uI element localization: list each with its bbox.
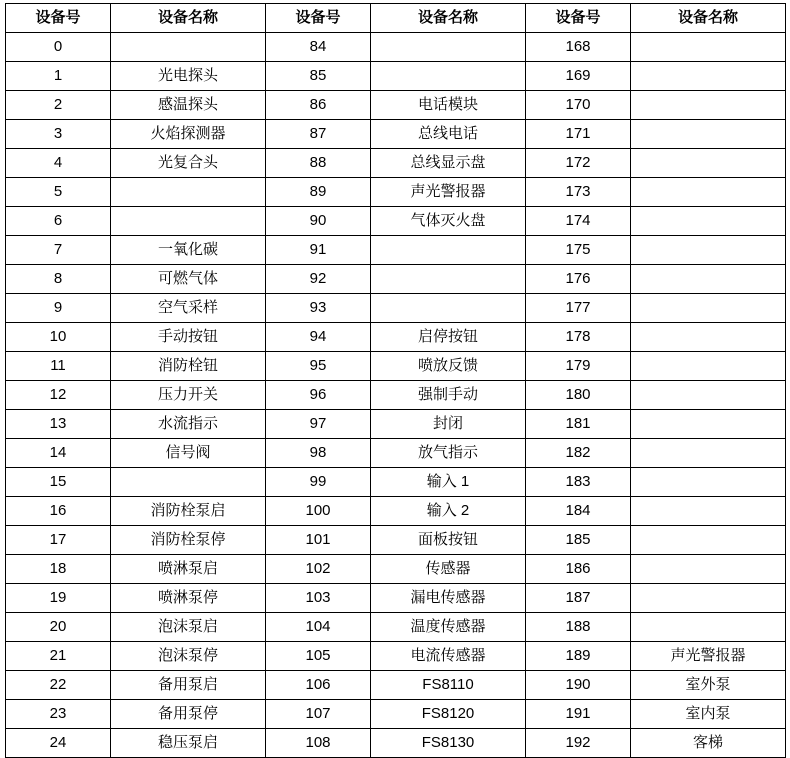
device-name-cell: 消防栓钮 <box>111 352 266 381</box>
device-id-cell: 170 <box>526 91 631 120</box>
device-id-cell: 108 <box>266 729 371 758</box>
device-name-cell <box>631 613 786 642</box>
device-id-cell: 172 <box>526 149 631 178</box>
device-id-cell: 173 <box>526 178 631 207</box>
table-header <box>6 4 786 33</box>
device-id-cell: 101 <box>266 526 371 555</box>
device-id-cell: 21 <box>6 642 111 671</box>
device-name-cell: 电流传感器 <box>371 642 526 671</box>
device-id-cell: 92 <box>266 265 371 294</box>
device-name-cell <box>631 91 786 120</box>
table-header-row <box>6 4 786 33</box>
device-name-cell: 一氧化碳 <box>111 236 266 265</box>
device-id-cell: 96 <box>266 381 371 410</box>
device-id-cell: 186 <box>526 555 631 584</box>
device-name-cell: 泡沫泵停 <box>111 642 266 671</box>
device-id-cell: 188 <box>526 613 631 642</box>
device-id-cell: 103 <box>266 584 371 613</box>
device-id-cell: 171 <box>526 120 631 149</box>
device-id-cell: 20 <box>6 613 111 642</box>
device-id-cell: 94 <box>266 323 371 352</box>
column-header-device-name-3: 设备名称 <box>631 4 786 33</box>
device-id-cell: 19 <box>6 584 111 613</box>
device-id-cell: 14 <box>6 439 111 468</box>
device-id-cell: 95 <box>266 352 371 381</box>
table-row <box>6 381 786 410</box>
device-id-cell: 182 <box>526 439 631 468</box>
device-name-cell <box>371 33 526 62</box>
device-id-cell: 87 <box>266 120 371 149</box>
device-id-cell: 0 <box>6 33 111 62</box>
device-name-cell: FS8130 <box>371 729 526 758</box>
device-name-cell: 电话模块 <box>371 91 526 120</box>
table-row <box>6 178 786 207</box>
device-name-cell <box>111 33 266 62</box>
device-name-cell: 光复合头 <box>111 149 266 178</box>
device-id-cell: 187 <box>526 584 631 613</box>
device-name-cell: 封闭 <box>371 410 526 439</box>
device-name-cell <box>111 468 266 497</box>
device-name-cell <box>631 555 786 584</box>
device-id-cell: 106 <box>266 671 371 700</box>
table-row <box>6 207 786 236</box>
device-name-cell: 信号阀 <box>111 439 266 468</box>
device-name-cell <box>631 381 786 410</box>
device-id-cell: 2 <box>6 91 111 120</box>
device-name-cell: 放气指示 <box>371 439 526 468</box>
device-name-cell: 强制手动 <box>371 381 526 410</box>
device-name-cell <box>631 149 786 178</box>
table-row <box>6 410 786 439</box>
device-name-cell: 气体灭火盘 <box>371 207 526 236</box>
device-id-cell: 179 <box>526 352 631 381</box>
device-id-cell: 97 <box>266 410 371 439</box>
table-row <box>6 497 786 526</box>
device-name-cell <box>631 526 786 555</box>
device-name-cell <box>631 294 786 323</box>
device-name-cell: 声光警报器 <box>631 642 786 671</box>
device-code-table <box>5 3 786 758</box>
device-id-cell: 192 <box>526 729 631 758</box>
device-name-cell: 输入 2 <box>371 497 526 526</box>
column-header-device-name-1: 设备名称 <box>111 4 266 33</box>
column-header-device-id-1: 设备号 <box>6 4 111 33</box>
device-name-cell: 火焰探测器 <box>111 120 266 149</box>
device-name-cell: 消防栓泵启 <box>111 497 266 526</box>
device-id-cell: 89 <box>266 178 371 207</box>
column-header-device-id-2: 设备号 <box>266 4 371 33</box>
table-row <box>6 671 786 700</box>
device-id-cell: 90 <box>266 207 371 236</box>
device-name-cell <box>631 178 786 207</box>
device-name-cell <box>631 207 786 236</box>
device-id-cell: 107 <box>266 700 371 729</box>
device-id-cell: 180 <box>526 381 631 410</box>
table-row <box>6 236 786 265</box>
device-name-cell: 稳压泵启 <box>111 729 266 758</box>
device-name-cell: 温度传感器 <box>371 613 526 642</box>
device-id-cell: 7 <box>6 236 111 265</box>
device-name-cell: 室内泵 <box>631 700 786 729</box>
device-id-cell: 13 <box>6 410 111 439</box>
device-id-cell: 183 <box>526 468 631 497</box>
device-name-cell: 传感器 <box>371 555 526 584</box>
table-row <box>6 584 786 613</box>
device-id-cell: 98 <box>266 439 371 468</box>
device-name-cell: 手动按钮 <box>111 323 266 352</box>
device-name-cell <box>371 265 526 294</box>
device-name-cell: 面板按钮 <box>371 526 526 555</box>
device-name-cell: 空气采样 <box>111 294 266 323</box>
device-name-cell <box>631 265 786 294</box>
device-id-cell: 84 <box>266 33 371 62</box>
table-row <box>6 294 786 323</box>
table-row <box>6 700 786 729</box>
device-id-cell: 16 <box>6 497 111 526</box>
device-name-cell: FS8110 <box>371 671 526 700</box>
device-name-cell <box>631 439 786 468</box>
device-name-cell: 光电探头 <box>111 62 266 91</box>
table-row <box>6 323 786 352</box>
device-name-cell <box>631 33 786 62</box>
device-id-cell: 185 <box>526 526 631 555</box>
device-id-cell: 91 <box>266 236 371 265</box>
device-id-cell: 184 <box>526 497 631 526</box>
device-name-cell: 输入 1 <box>371 468 526 497</box>
device-id-cell: 24 <box>6 729 111 758</box>
device-name-cell <box>111 207 266 236</box>
table-row <box>6 33 786 62</box>
device-id-cell: 176 <box>526 265 631 294</box>
device-name-cell <box>631 410 786 439</box>
device-id-cell: 15 <box>6 468 111 497</box>
device-name-cell: 总线显示盘 <box>371 149 526 178</box>
device-name-cell <box>371 236 526 265</box>
table-row <box>6 91 786 120</box>
device-name-cell: 声光警报器 <box>371 178 526 207</box>
device-id-cell: 99 <box>266 468 371 497</box>
device-id-cell: 177 <box>526 294 631 323</box>
device-id-cell: 6 <box>6 207 111 236</box>
device-id-cell: 105 <box>266 642 371 671</box>
table-body <box>6 33 786 758</box>
device-id-cell: 86 <box>266 91 371 120</box>
table-row <box>6 265 786 294</box>
device-id-cell: 17 <box>6 526 111 555</box>
device-name-cell: 可燃气体 <box>111 265 266 294</box>
table-row <box>6 439 786 468</box>
device-name-cell <box>631 62 786 91</box>
table-row <box>6 526 786 555</box>
device-name-cell: 泡沫泵启 <box>111 613 266 642</box>
device-name-cell <box>631 323 786 352</box>
device-name-cell <box>631 236 786 265</box>
device-name-cell: 总线电话 <box>371 120 526 149</box>
device-name-cell: 喷淋泵停 <box>111 584 266 613</box>
device-id-cell: 174 <box>526 207 631 236</box>
device-id-cell: 100 <box>266 497 371 526</box>
device-id-cell: 191 <box>526 700 631 729</box>
table-row <box>6 642 786 671</box>
device-id-cell: 178 <box>526 323 631 352</box>
table-row <box>6 120 786 149</box>
device-id-cell: 12 <box>6 381 111 410</box>
device-name-cell: 室外泵 <box>631 671 786 700</box>
device-id-cell: 85 <box>266 62 371 91</box>
table-row <box>6 613 786 642</box>
device-id-cell: 22 <box>6 671 111 700</box>
table-row <box>6 555 786 584</box>
device-name-cell: 启停按钮 <box>371 323 526 352</box>
device-name-cell: 备用泵停 <box>111 700 266 729</box>
device-name-cell: 水流指示 <box>111 410 266 439</box>
table-row <box>6 149 786 178</box>
device-id-cell: 189 <box>526 642 631 671</box>
device-id-cell: 1 <box>6 62 111 91</box>
device-id-cell: 9 <box>6 294 111 323</box>
device-id-cell: 10 <box>6 323 111 352</box>
device-name-cell: 压力开关 <box>111 381 266 410</box>
device-name-cell <box>371 62 526 91</box>
device-id-cell: 168 <box>526 33 631 62</box>
device-id-cell: 88 <box>266 149 371 178</box>
table-row <box>6 352 786 381</box>
device-id-cell: 4 <box>6 149 111 178</box>
device-id-cell: 169 <box>526 62 631 91</box>
device-id-cell: 8 <box>6 265 111 294</box>
device-name-cell: FS8120 <box>371 700 526 729</box>
device-name-cell: 消防栓泵停 <box>111 526 266 555</box>
device-name-cell: 感温探头 <box>111 91 266 120</box>
device-id-cell: 5 <box>6 178 111 207</box>
device-name-cell <box>631 120 786 149</box>
device-name-cell <box>631 584 786 613</box>
column-header-device-id-3: 设备号 <box>526 4 631 33</box>
device-id-cell: 23 <box>6 700 111 729</box>
device-name-cell: 喷放反馈 <box>371 352 526 381</box>
device-id-cell: 102 <box>266 555 371 584</box>
device-id-cell: 93 <box>266 294 371 323</box>
device-id-cell: 18 <box>6 555 111 584</box>
device-id-cell: 175 <box>526 236 631 265</box>
device-name-cell: 喷淋泵启 <box>111 555 266 584</box>
device-id-cell: 11 <box>6 352 111 381</box>
device-id-cell: 181 <box>526 410 631 439</box>
column-header-device-name-2: 设备名称 <box>371 4 526 33</box>
device-name-cell <box>631 352 786 381</box>
device-id-cell: 104 <box>266 613 371 642</box>
device-id-cell: 190 <box>526 671 631 700</box>
device-name-cell <box>371 294 526 323</box>
device-name-cell <box>631 468 786 497</box>
table-row <box>6 468 786 497</box>
device-name-cell: 客梯 <box>631 729 786 758</box>
device-name-cell: 备用泵启 <box>111 671 266 700</box>
device-id-cell: 3 <box>6 120 111 149</box>
device-name-cell <box>631 497 786 526</box>
device-name-cell <box>111 178 266 207</box>
table-row <box>6 62 786 91</box>
device-name-cell: 漏电传感器 <box>371 584 526 613</box>
table-row <box>6 729 786 758</box>
